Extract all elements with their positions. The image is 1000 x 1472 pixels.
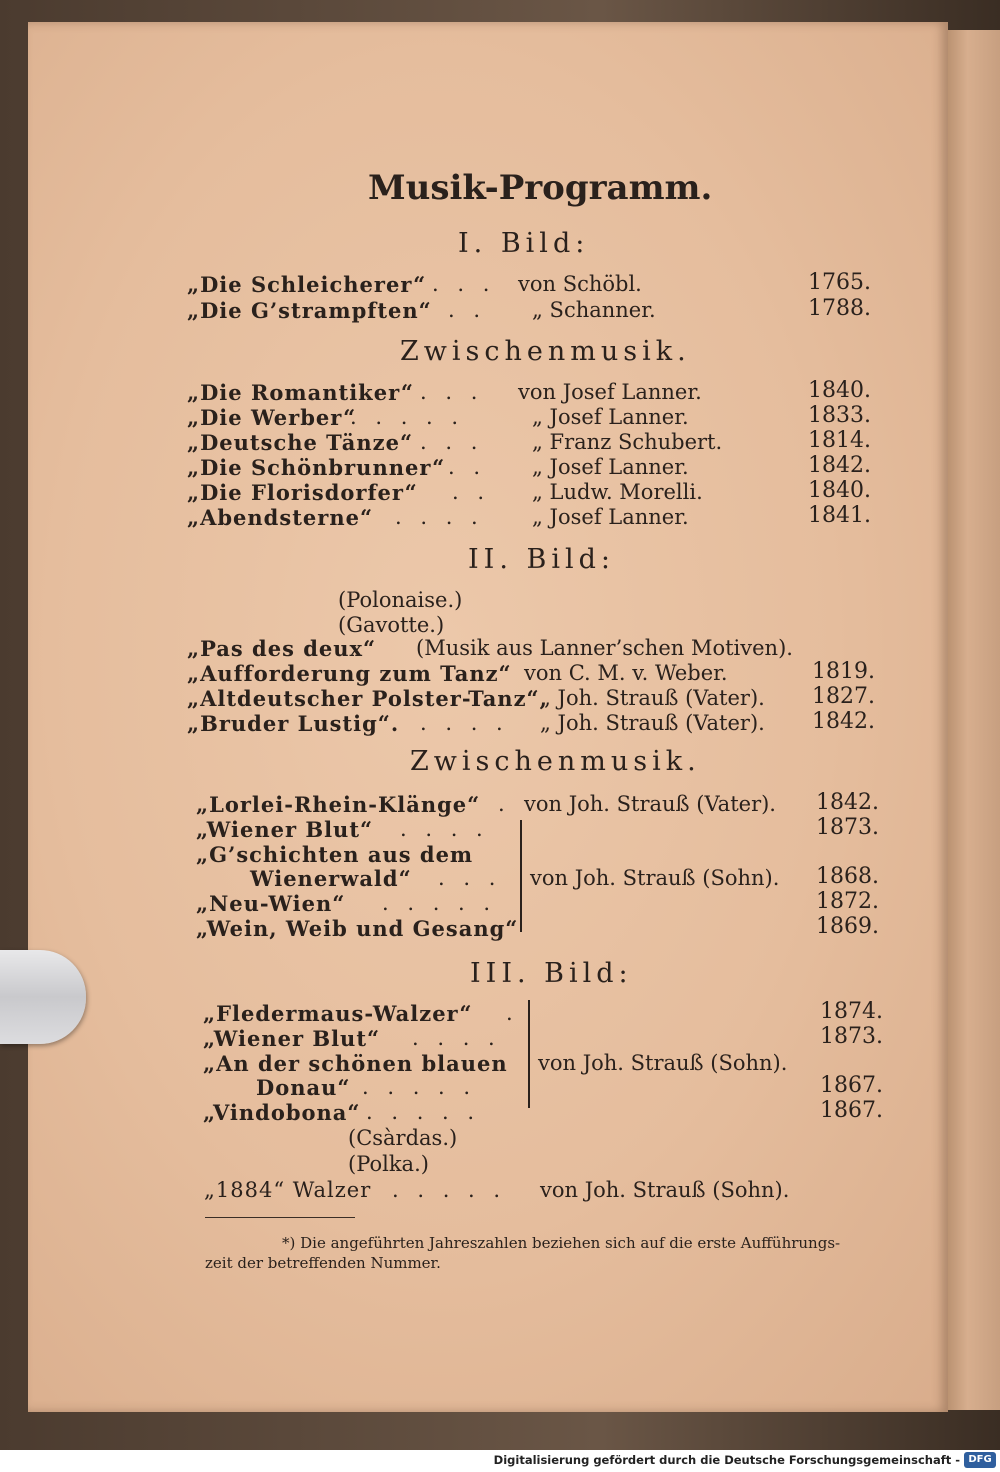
next-page-edge bbox=[946, 30, 1000, 1410]
work-title: „Die Florisdorfer“ bbox=[187, 480, 418, 505]
composer: „ Joh. Strauß (Vater). bbox=[540, 686, 765, 710]
work-title: „1884“ Walzer bbox=[204, 1178, 372, 1202]
page-title: Musik-Programm. bbox=[368, 168, 713, 208]
year: 1841. bbox=[808, 503, 871, 528]
leader-dots: . . . . . bbox=[392, 1178, 507, 1202]
digitization-footer bbox=[0, 1450, 1000, 1472]
composer: „ Joh. Strauß (Vater). bbox=[540, 711, 765, 735]
composer: von Joh. Strauß (Vater). bbox=[524, 792, 776, 816]
section-heading-zwischenmusik-2: Zwischenmusik. bbox=[410, 746, 701, 777]
year: 1788. bbox=[808, 296, 871, 321]
composer: von Schöbl. bbox=[518, 272, 642, 296]
year: 1842. bbox=[812, 709, 875, 734]
section-heading-bild-2: II. Bild: bbox=[468, 544, 615, 575]
work-title: „Wiener Blut“ bbox=[196, 817, 374, 842]
leader-dots: . . . . . bbox=[382, 891, 497, 915]
year: 1814. bbox=[808, 428, 871, 453]
year: 1840. bbox=[808, 378, 871, 403]
year: 1867. bbox=[820, 1073, 883, 1098]
work-title: „Abendsterne“ bbox=[187, 505, 374, 530]
leader-dots: . . . . bbox=[420, 711, 509, 735]
section-heading-zwischenmusik-1: Zwischenmusik. bbox=[400, 336, 691, 367]
leader-dots: . . bbox=[448, 455, 487, 479]
work-title: „Neu-Wien“ bbox=[196, 891, 346, 916]
work-title: „An der schönen blauen bbox=[203, 1051, 508, 1076]
footnote-line-1: *) Die angeführten Jahreszahlen beziehen sich auf die erste Aufführungs- bbox=[282, 1234, 841, 1252]
year: 1842. bbox=[816, 790, 879, 815]
leader-dots: . . bbox=[448, 298, 487, 322]
leader-dots: . bbox=[498, 792, 511, 816]
year: 1873. bbox=[816, 815, 879, 840]
composer: von C. M. v. Weber. bbox=[524, 661, 728, 685]
work-title: „Vindobona“ bbox=[203, 1100, 361, 1125]
leader-dots: . . . . bbox=[412, 1026, 501, 1050]
leader-dots: . . . . . bbox=[366, 1100, 481, 1124]
composer: „ Schanner. bbox=[532, 298, 656, 322]
year: 1868. bbox=[816, 864, 879, 889]
footnote-line-2: zeit der betreffenden Nummer. bbox=[205, 1254, 441, 1272]
page-clip bbox=[0, 950, 86, 1044]
dfg-logo: DFG bbox=[964, 1452, 996, 1468]
composer: (Musik aus Lanner’schen Motiven). bbox=[416, 636, 793, 660]
year: 1827. bbox=[812, 684, 875, 709]
leader-dots: . . . bbox=[420, 430, 484, 454]
work-title: „Die Schleicherer“ bbox=[187, 272, 427, 297]
leader-dots: . . . bbox=[432, 272, 496, 296]
composer: von Joh. Strauß (Sohn). bbox=[540, 1178, 790, 1202]
dance-note: (Polonaise.) bbox=[338, 588, 463, 612]
composer: von Joh. Strauß (Sohn). bbox=[530, 866, 780, 890]
leader-dots: . . bbox=[452, 480, 491, 504]
work-title: „Deutsche Tänze“ bbox=[187, 430, 414, 455]
leader-dots: . . . bbox=[420, 380, 484, 404]
composer: „ Ludw. Morelli. bbox=[532, 480, 703, 504]
year: 1842. bbox=[808, 453, 871, 478]
composer: „ Josef Lanner. bbox=[532, 455, 689, 479]
work-title: „Lorlei-Rhein-Klänge“ bbox=[196, 792, 481, 817]
work-title: „G’schichten aus dem bbox=[196, 842, 474, 867]
year: 1765. bbox=[808, 270, 871, 295]
year: 1873. bbox=[820, 1024, 883, 1049]
work-title: „Bruder Lustig“. bbox=[187, 711, 400, 736]
digitization-credit: Digitalisierung gefördert durch die Deutsche Forschungsgemeinschaft - bbox=[493, 1453, 960, 1467]
work-title: „Fledermaus-Walzer“ bbox=[203, 1001, 473, 1026]
dance-note: (Csàrdas.) bbox=[348, 1126, 458, 1150]
year: 1869. bbox=[816, 914, 879, 939]
work-title: „Wiener Blut“ bbox=[203, 1026, 381, 1051]
work-title: „Die Werber“ bbox=[187, 405, 357, 430]
work-title: Donau“ bbox=[256, 1075, 351, 1100]
year: 1833. bbox=[808, 403, 871, 428]
year: 1874. bbox=[820, 999, 883, 1024]
composer: „ Franz Schubert. bbox=[532, 430, 723, 454]
section-heading-bild-1: I. Bild: bbox=[458, 228, 590, 259]
composer: „ Josef Lanner. bbox=[532, 405, 689, 429]
year: 1872. bbox=[816, 889, 879, 914]
work-title: „Die Romantiker“ bbox=[187, 380, 414, 405]
year: 1840. bbox=[808, 478, 871, 503]
work-title: „Aufforderung zum Tanz“ bbox=[187, 661, 512, 686]
section-heading-bild-3: III. Bild: bbox=[470, 958, 633, 989]
composer: „ Josef Lanner. bbox=[532, 505, 689, 529]
group-brace bbox=[520, 820, 528, 932]
leader-dots: . . . . . bbox=[350, 405, 465, 429]
work-title: „Die Schönbrunner“ bbox=[187, 455, 446, 480]
work-title: „Pas des deux“ bbox=[187, 636, 377, 661]
leader-dots: . . . . bbox=[400, 817, 489, 841]
work-title: „Wein, Weib und Gesang“ bbox=[196, 916, 519, 941]
work-title: „Die G’strampften“ bbox=[187, 298, 432, 323]
footnote-rule bbox=[205, 1217, 355, 1218]
dance-note: (Polka.) bbox=[348, 1152, 429, 1176]
year: 1867. bbox=[820, 1098, 883, 1123]
leader-dots: . bbox=[506, 1001, 519, 1025]
composer: von Joh. Strauß (Sohn). bbox=[538, 1051, 788, 1075]
composer: von Josef Lanner. bbox=[518, 380, 702, 404]
leader-dots: . . . . . bbox=[362, 1075, 477, 1099]
leader-dots: . . . bbox=[438, 866, 502, 890]
work-title: „Altdeutscher Polster-Tanz“, bbox=[187, 686, 548, 711]
dance-note: (Gavotte.) bbox=[338, 613, 445, 637]
work-title: Wienerwald“ bbox=[250, 866, 412, 891]
year: 1819. bbox=[812, 659, 875, 684]
group-brace bbox=[528, 1000, 536, 1108]
leader-dots: . . . . bbox=[395, 505, 484, 529]
